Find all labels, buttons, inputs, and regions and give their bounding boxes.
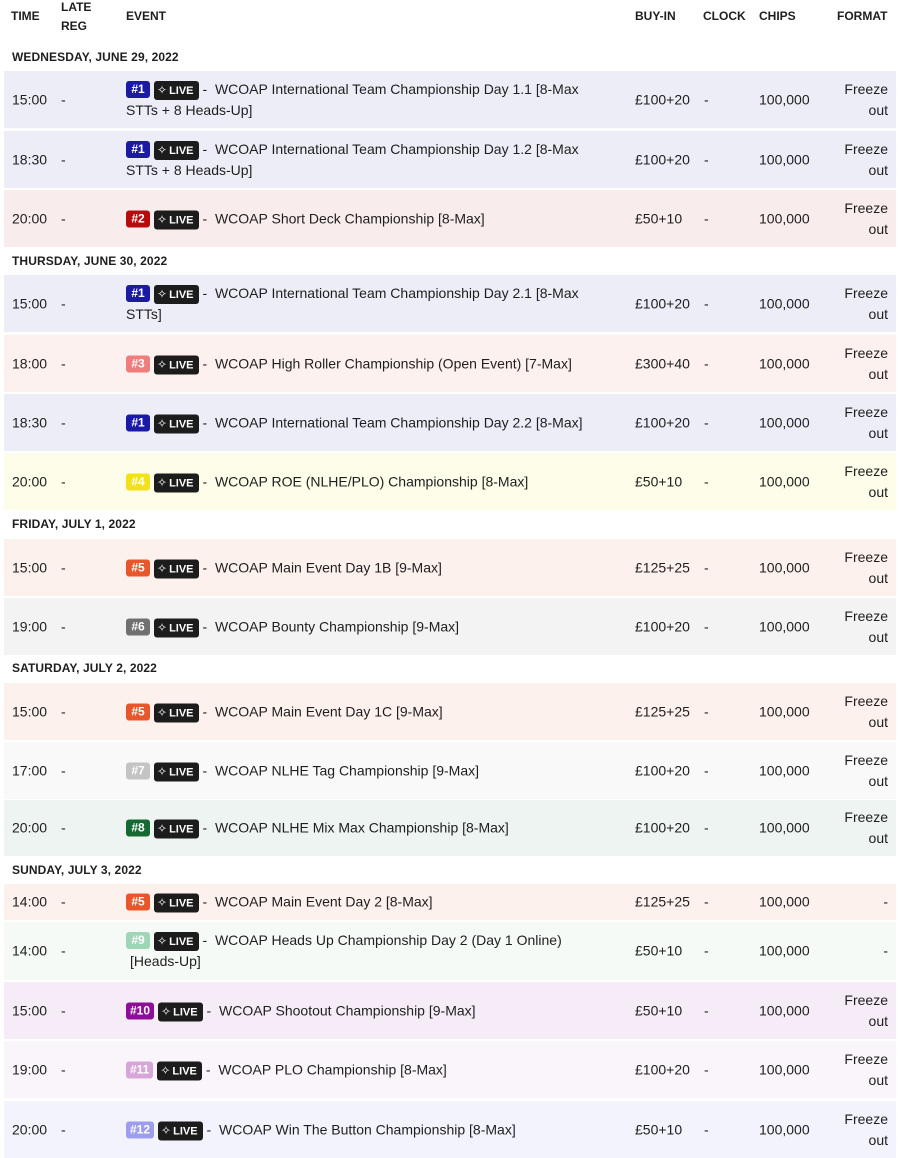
row-format: [818, 750, 888, 792]
live-label: LIVE: [169, 766, 194, 778]
diamond-icon: ✧: [161, 1123, 172, 1137]
row-time: 18:30: [12, 151, 48, 167]
row-buy-in: £100+20: [635, 762, 690, 778]
row-time: 17:00: [12, 762, 48, 778]
table-row[interactable]: [4, 71, 896, 128]
row-chips: 100,000: [759, 618, 810, 634]
event-title-line1: WCOAP International Team Championship Day 2.2 [8-Max]: [214, 414, 583, 430]
format-line2: out: [868, 365, 888, 382]
live-badge: [154, 473, 199, 492]
live-label: LIVE: [173, 1006, 198, 1018]
row-buy-in: £50+10: [635, 210, 683, 226]
diamond-icon: ✧: [157, 934, 168, 948]
event-number-badge: #1: [126, 414, 150, 431]
format-line1: Freeze: [844, 1110, 888, 1127]
diamond-icon: ✧: [157, 475, 168, 489]
format-line2: out: [868, 1131, 888, 1148]
live-label: LIVE: [169, 563, 194, 575]
row-clock: -: [704, 893, 709, 910]
event-number-badge: #10: [126, 1002, 154, 1019]
format-line1: Freeze: [844, 809, 888, 825]
format-line1: Freeze: [844, 80, 888, 97]
event-separator: -: [202, 559, 215, 575]
event-title-line2: STTs + 8 Heads-Up]: [126, 161, 253, 178]
row-time: 20:00: [12, 473, 48, 489]
event-number-badge: #6: [126, 618, 150, 635]
diamond-icon: ✧: [157, 620, 168, 634]
row-event[interactable]: [126, 139, 618, 181]
table-row[interactable]: [4, 800, 896, 856]
live-badge: [158, 1002, 203, 1021]
row-format: [818, 606, 888, 648]
row-event[interactable]: [126, 557, 618, 578]
row-time: 20:00: [12, 1121, 48, 1137]
row-late-reg: -: [61, 762, 66, 778]
diamond-icon: ✧: [160, 1063, 171, 1077]
row-chips: 100,000: [759, 414, 810, 430]
row-format: [818, 343, 888, 385]
row-time: 15:00: [12, 559, 48, 575]
row-chips: 100,000: [759, 762, 810, 778]
row-format: [818, 990, 888, 1032]
row-clock: -: [704, 1002, 709, 1018]
event-number-badge: #2: [126, 210, 150, 227]
format-line1: -: [883, 942, 888, 959]
event-number-badge: #5: [126, 894, 150, 911]
format-line2: out: [868, 772, 888, 789]
row-late-reg: -: [61, 618, 66, 634]
header-clock: CLOCK: [703, 9, 746, 23]
live-badge: [154, 820, 199, 839]
event-number-badge: #4: [126, 473, 150, 490]
row-chips: 100,000: [759, 473, 810, 489]
row-format: [818, 461, 888, 503]
row-time: 14:00: [12, 893, 48, 910]
format-line1: Freeze: [844, 548, 888, 565]
live-label: LIVE: [169, 214, 194, 226]
row-clock: -: [704, 1061, 709, 1077]
event-number-badge: #12: [126, 1121, 154, 1138]
live-label: LIVE: [169, 418, 194, 430]
day-heading: SATURDAY, JULY 2, 2022: [12, 661, 157, 675]
event-number-badge: #5: [126, 703, 150, 720]
diamond-icon: ✧: [157, 286, 168, 301]
live-badge: [154, 414, 199, 433]
live-label: LIVE: [172, 1065, 197, 1077]
diamond-icon: ✧: [157, 82, 168, 97]
live-label: LIVE: [169, 84, 194, 97]
row-buy-in: £100+20: [635, 618, 690, 634]
live-badge: [154, 285, 199, 304]
row-buy-in: £300+40: [635, 355, 690, 371]
format-line2: out: [868, 830, 888, 846]
row-buy-in: £50+10: [635, 1121, 683, 1137]
format-line2: out: [868, 220, 888, 237]
day-heading: THURSDAY, JUNE 30, 2022: [12, 254, 168, 268]
row-clock: -: [704, 618, 709, 634]
row-late-reg: -: [61, 151, 66, 167]
row-buy-in: £125+25: [635, 703, 690, 719]
row-buy-in: £100+20: [635, 414, 690, 430]
event-title-line2: STTs]: [126, 305, 162, 322]
row-clock: -: [704, 210, 709, 226]
row-time: 20:00: [12, 210, 48, 226]
table-row[interactable]: [4, 275, 896, 332]
live-badge: [154, 81, 199, 100]
live-badge: [154, 618, 199, 637]
format-line1: Freeze: [844, 284, 888, 301]
diamond-icon: ✧: [157, 357, 168, 371]
event-number-badge: #9: [126, 932, 150, 949]
row-clock: -: [704, 559, 709, 575]
row-clock: -: [704, 295, 709, 311]
row-buy-in: £100+20: [635, 1061, 690, 1077]
format-line2: out: [868, 101, 888, 118]
format-line2: out: [868, 713, 888, 730]
row-late-reg: -: [61, 355, 66, 371]
format-line1: Freeze: [844, 692, 888, 709]
format-line1: Freeze: [844, 403, 888, 420]
live-label: LIVE: [169, 823, 194, 836]
row-buy-in: £50+10: [635, 942, 683, 959]
row-chips: 100,000: [759, 559, 810, 575]
event-title-line1: WCOAP Main Event Day 1B [9-Max]: [214, 559, 442, 575]
row-buy-in: £100+20: [635, 91, 690, 107]
row-chips: 100,000: [759, 1002, 810, 1018]
row-chips: 100,000: [759, 703, 810, 719]
format-line1: Freeze: [844, 140, 888, 157]
row-clock: -: [704, 819, 709, 836]
event-separator: -: [202, 893, 215, 910]
row-time: 15:00: [12, 1002, 48, 1018]
row-time: 19:00: [12, 618, 48, 634]
row-format: [818, 402, 888, 444]
table-row[interactable]: [4, 453, 896, 510]
row-time: 14:00: [12, 942, 48, 959]
diamond-icon: ✧: [157, 764, 168, 778]
row-event[interactable]: [126, 208, 618, 229]
row-late-reg: -: [61, 942, 66, 959]
row-late-reg: -: [61, 1002, 66, 1018]
row-chips: 100,000: [759, 91, 810, 107]
row-clock: -: [704, 414, 709, 430]
event-separator: -: [206, 1002, 219, 1018]
row-chips: 100,000: [759, 819, 810, 836]
row-event[interactable]: [126, 283, 618, 325]
row-event[interactable]: [126, 79, 618, 121]
diamond-icon: ✧: [161, 1004, 172, 1018]
row-format: [818, 1109, 888, 1151]
format-line1: Freeze: [844, 462, 888, 479]
row-format: [818, 892, 888, 913]
row-chips: 100,000: [759, 893, 810, 910]
diamond-icon: ✧: [157, 142, 168, 157]
day-heading: FRIDAY, JULY 1, 2022: [12, 517, 136, 531]
row-format: [818, 139, 888, 181]
row-buy-in: £125+25: [635, 893, 690, 910]
row-format: [818, 547, 888, 589]
table-row[interactable]: [4, 922, 896, 980]
row-event[interactable]: [126, 930, 618, 972]
event-separator: -: [206, 1121, 219, 1137]
event-title-line1: WCOAP Win The Button Championship [8-Max]: [219, 1121, 516, 1137]
diamond-icon: ✧: [157, 212, 168, 226]
event-separator: -: [202, 932, 215, 948]
live-label: LIVE: [169, 144, 194, 157]
header-buy-in: BUY-IN: [635, 9, 676, 23]
format-line2: out: [868, 161, 888, 178]
format-line1: Freeze: [844, 991, 888, 1008]
format-line1: Freeze: [844, 1050, 888, 1067]
live-badge: [154, 559, 199, 578]
format-line2: out: [868, 569, 888, 586]
row-buy-in: £50+10: [635, 473, 683, 489]
header-late-reg-line1: LATE: [61, 0, 92, 14]
event-title-line1: WCOAP Shootout Championship [9-Max]: [219, 1002, 476, 1018]
event-separator: -: [202, 618, 215, 634]
row-event[interactable]: [126, 412, 618, 433]
row-format: [818, 691, 888, 733]
event-title-line1: WCOAP High Roller Championship (Open Event) [7-Max]: [214, 355, 572, 371]
row-clock: -: [704, 942, 709, 959]
table-row[interactable]: [4, 742, 896, 799]
event-number-badge: #8: [126, 820, 150, 837]
live-label: LIVE: [173, 1125, 198, 1137]
row-clock: -: [704, 762, 709, 778]
format-line1: Freeze: [844, 607, 888, 624]
live-label: LIVE: [169, 288, 194, 301]
event-title-line2: STTs + 8 Heads-Up]: [126, 101, 253, 118]
event-title-line1: WCOAP Bounty Championship [9-Max]: [214, 618, 460, 634]
table-row[interactable]: [4, 598, 896, 655]
row-clock: -: [704, 1121, 709, 1137]
diamond-icon: ✧: [157, 416, 168, 430]
live-badge: [154, 932, 199, 951]
event-title-line1: WCOAP Short Deck Championship [8-Max]: [214, 210, 485, 226]
event-title-line1: WCOAP Main Event Day 1C [9-Max]: [214, 703, 443, 719]
table-row[interactable]: [4, 1101, 896, 1158]
row-time: 18:00: [12, 355, 48, 371]
day-heading: SUNDAY, JULY 3, 2022: [12, 863, 142, 877]
format-line2: out: [868, 1012, 888, 1029]
row-format: [818, 941, 888, 962]
live-label: LIVE: [169, 897, 194, 910]
row-buy-in: £100+20: [635, 295, 690, 311]
row-event[interactable]: [126, 353, 618, 374]
live-label: LIVE: [169, 622, 194, 634]
row-late-reg: -: [61, 414, 66, 430]
row-late-reg: -: [61, 819, 66, 836]
live-badge: [154, 703, 199, 722]
live-label: LIVE: [169, 707, 194, 719]
header-chips: CHIPS: [759, 9, 796, 23]
row-time: 18:30: [12, 414, 48, 430]
event-separator: -: [202, 80, 215, 97]
event-title-line1: WCOAP International Team Championship Day 1.2 [8-Max: [214, 140, 579, 157]
row-late-reg: -: [61, 1061, 66, 1077]
row-chips: 100,000: [759, 210, 810, 226]
event-separator: -: [202, 284, 215, 301]
event-title-line1: WCOAP NLHE Tag Championship [9-Max]: [214, 762, 479, 778]
event-number-badge: #5: [126, 559, 150, 576]
table-row[interactable]: [4, 190, 896, 247]
row-chips: 100,000: [759, 1121, 810, 1137]
row-buy-in: £100+20: [635, 819, 690, 836]
table-row[interactable]: [4, 539, 896, 596]
row-clock: -: [704, 355, 709, 371]
format-line2: out: [868, 483, 888, 500]
event-separator: -: [202, 473, 215, 489]
event-title-line1: WCOAP International Team Championship Day 2.1 [8-Max: [214, 284, 579, 301]
live-label: LIVE: [169, 477, 194, 489]
format-line2: out: [868, 305, 888, 322]
format-line2: out: [868, 1071, 888, 1088]
table-row[interactable]: [4, 982, 896, 1039]
event-separator: -: [202, 355, 215, 371]
row-format: [818, 807, 888, 849]
row-late-reg: -: [61, 893, 66, 910]
diamond-icon: ✧: [157, 821, 168, 836]
row-event[interactable]: [126, 1000, 618, 1021]
event-number-badge: #1: [126, 81, 150, 98]
event-title-line1: WCOAP Heads Up Championship Day 2 (Day 1 Online): [214, 932, 562, 948]
table-row[interactable]: [4, 884, 896, 920]
row-late-reg: -: [61, 91, 66, 107]
table-row[interactable]: [4, 683, 896, 740]
row-event[interactable]: [126, 701, 618, 722]
header-format: FORMAT: [837, 9, 888, 23]
row-time: 20:00: [12, 819, 48, 836]
table-row[interactable]: [4, 394, 896, 451]
row-format: [818, 198, 888, 240]
live-badge: [158, 1121, 203, 1140]
row-time: 19:00: [12, 1061, 48, 1077]
live-badge: [154, 894, 199, 913]
row-buy-in: £50+10: [635, 1002, 683, 1018]
row-time: 15:00: [12, 295, 48, 311]
row-late-reg: -: [61, 210, 66, 226]
event-separator: -: [202, 210, 215, 226]
row-event[interactable]: [126, 760, 618, 781]
diamond-icon: ✧: [157, 705, 168, 719]
row-chips: 100,000: [759, 942, 810, 959]
format-line2: out: [868, 424, 888, 441]
event-number-badge: #7: [126, 762, 150, 779]
event-separator: -: [205, 1061, 219, 1077]
row-late-reg: -: [61, 295, 66, 311]
header-late-reg-line2: REG: [61, 19, 88, 33]
format-line1: Freeze: [844, 344, 888, 361]
event-title-line1: WCOAP Main Event Day 2 [8-Max]: [214, 893, 433, 910]
live-label: LIVE: [169, 359, 194, 371]
event-separator: -: [202, 703, 215, 719]
row-event[interactable]: [126, 892, 618, 913]
header-time: TIME: [11, 9, 40, 23]
event-title-line2: [Heads-Up]: [130, 953, 201, 969]
row-event[interactable]: [126, 471, 618, 492]
table-row[interactable]: [4, 1041, 896, 1098]
table-row[interactable]: [4, 131, 896, 188]
row-time: 15:00: [12, 91, 48, 107]
day-heading: WEDNESDAY, JUNE 29, 2022: [12, 50, 179, 64]
diamond-icon: ✧: [157, 895, 168, 910]
row-chips: 100,000: [759, 295, 810, 311]
row-late-reg: -: [61, 473, 66, 489]
event-separator: -: [202, 819, 215, 836]
event-separator: -: [202, 140, 215, 157]
row-event[interactable]: [126, 616, 618, 637]
row-late-reg: -: [61, 703, 66, 719]
row-event[interactable]: [126, 1059, 618, 1080]
row-format: [818, 1049, 888, 1091]
row-event[interactable]: [126, 1119, 618, 1140]
format-line1: Freeze: [844, 199, 888, 216]
format-line1: -: [883, 893, 888, 910]
live-badge: [154, 355, 199, 374]
event-number-badge: #1: [126, 285, 150, 302]
live-label: LIVE: [169, 936, 194, 948]
live-badge: [154, 762, 199, 781]
row-clock: -: [704, 91, 709, 107]
event-title-line1: WCOAP International Team Championship Day 1.1 [8-Max: [214, 80, 579, 97]
row-chips: 100,000: [759, 1061, 810, 1077]
event-separator: -: [202, 414, 215, 430]
row-buy-in: £100+20: [635, 151, 690, 167]
event-number-badge: #11: [126, 1061, 153, 1078]
live-badge: [154, 210, 199, 229]
table-row[interactable]: [4, 335, 896, 392]
format-line2: out: [868, 628, 888, 645]
row-clock: -: [704, 151, 709, 167]
live-badge: [154, 141, 199, 160]
row-clock: -: [704, 703, 709, 719]
table-header: [0, 0, 899, 40]
row-time: 15:00: [12, 703, 48, 719]
row-clock: -: [704, 473, 709, 489]
row-event[interactable]: [126, 818, 618, 839]
header-event: EVENT: [126, 9, 167, 23]
row-late-reg: -: [61, 559, 66, 575]
row-format: [818, 283, 888, 325]
event-number-badge: #1: [126, 141, 150, 158]
row-late-reg: -: [61, 1121, 66, 1137]
event-number-badge: #3: [126, 355, 150, 372]
row-chips: 100,000: [759, 355, 810, 371]
row-buy-in: £125+25: [635, 559, 690, 575]
event-title-line1: WCOAP PLO Championship [8-Max]: [218, 1061, 447, 1077]
format-line1: Freeze: [844, 751, 888, 768]
event-title-line1: WCOAP ROE (NLHE/PLO) Championship [8-Max]: [214, 473, 529, 489]
diamond-icon: ✧: [157, 561, 168, 575]
row-format: [818, 79, 888, 121]
live-badge: [157, 1061, 202, 1080]
row-chips: 100,000: [759, 151, 810, 167]
event-title-line1: WCOAP NLHE Mix Max Championship [8-Max]: [214, 819, 509, 836]
event-separator: -: [202, 762, 215, 778]
